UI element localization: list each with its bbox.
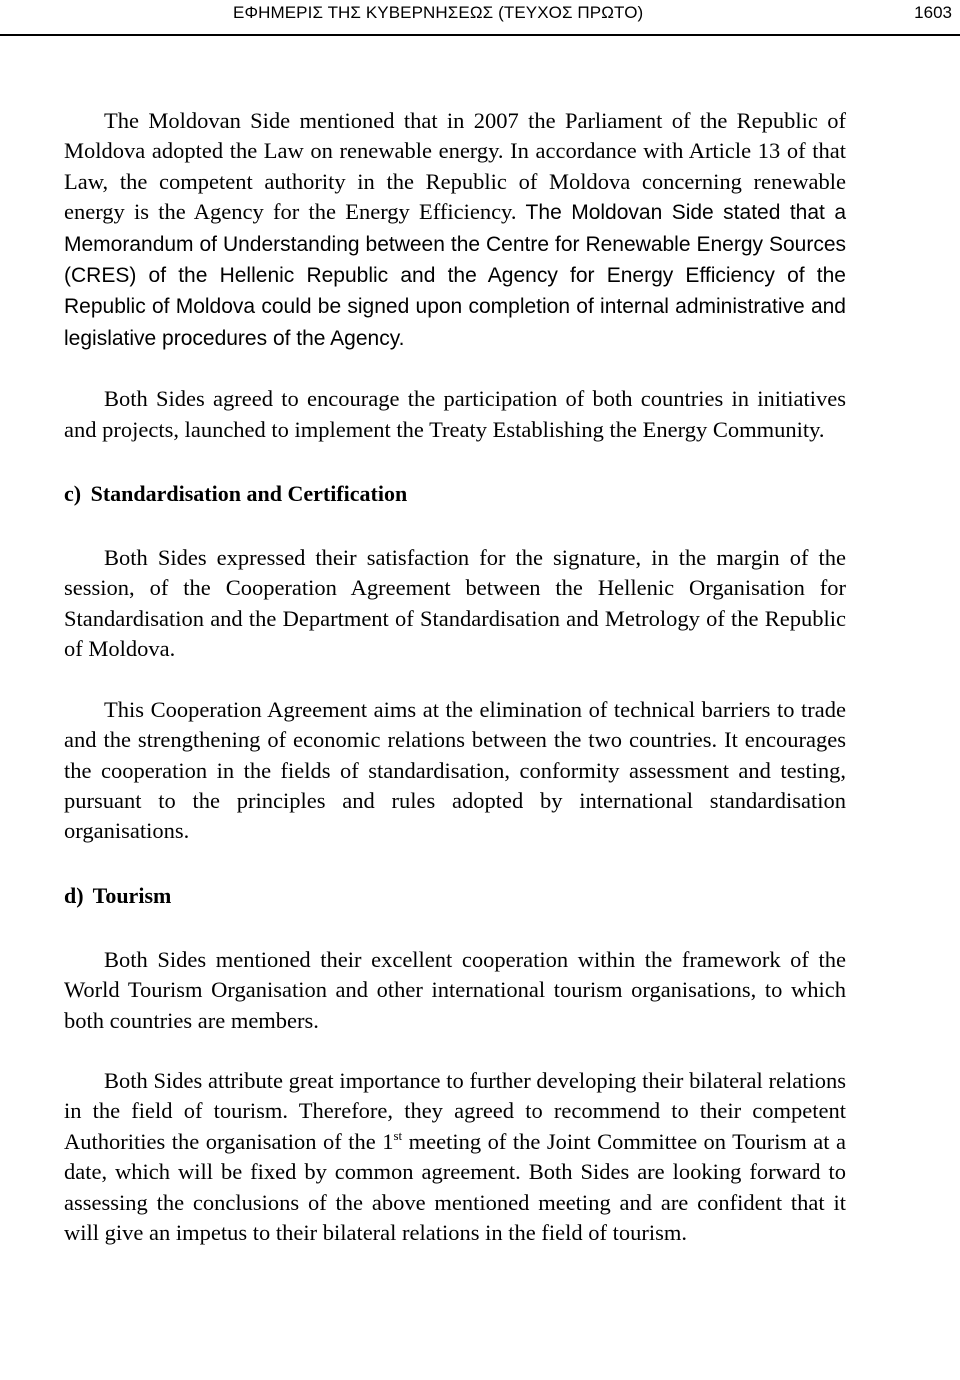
section-heading-standardisation xyxy=(64,479,846,509)
section-heading-tourism xyxy=(64,881,846,911)
paragraph-renewable-energy xyxy=(64,106,846,354)
page-header xyxy=(0,0,960,36)
paragraph-cooperation-agreement: Both Sides expressed their satisfaction for the signature, in the margin of the session, of the Cooperation Agreement between the Hellenic Organisation for Standardisation and the Department of Standardisation and Metrology of the Republic of Moldova. xyxy=(64,545,846,662)
section-label-d: d) xyxy=(64,882,84,908)
paragraph-renewable-energy-part1: The Moldovan Side mentioned that in 2007 the Parliament of the Republic of Moldova adopted the Law on renewable energy. In accordance with Article 13 of that Law, the competent authority in the Republic of Moldova concerning renewable energy is the Agency for the Energy Efficiency. xyxy=(64,108,846,225)
ordinal-superscript: st xyxy=(393,1127,403,1143)
gazette-title: ΕΦΗΜΕΡΙΣ ΤΗΣ ΚΥΒΕΡΝΗΣΕΩΣ (ΤΕΥΧΟΣ ΠΡΩΤΟ) xyxy=(233,3,644,22)
section-title-standardisation: Standardisation and Certification xyxy=(90,481,408,507)
paragraph-agreement-aims: This Cooperation Agreement aims at the elimination of technical barriers to trade and the strengthening of economic relations between the two countries. It encourages the cooperation in the fields of standardisation, conformity assessment and testing, pursuant to the principles and rules adopted by international standardisation organisations. xyxy=(64,696,846,844)
section-title-tourism: Tourism xyxy=(92,882,172,908)
section-label-c: c) xyxy=(64,481,82,507)
paragraph-tourism-relations-part2: meeting of the Joint Committee on Tourism at a date, which will be fixed by common agreement. Both Sides are looking forward to assessing the conclusions of the above mentioned meeting and are confident that it will give an impetus to their bilateral relations in the field of tourism. xyxy=(64,1128,847,1245)
paragraph-tourism-relations-part1: Both Sides attribute great importance to further developing their bilateral relations in the field of tourism. Therefore, they agreed to recommend to their competent Authorities the organisation of the 1 xyxy=(64,1067,846,1154)
paragraph-energy-community: Both Sides agreed to encourage the participation of both countries in initiatives and projects, launched to implement the Treaty Establishing the Energy Community. xyxy=(64,386,846,442)
paragraph-world-tourism: Both Sides mentioned their excellent cooperation within the framework of the World Tourism Organisation and other international tourism organisations, to which both countries are members. xyxy=(64,946,846,1033)
paragraph-tourism-relations xyxy=(64,1066,846,1248)
document-body xyxy=(64,106,846,1248)
page-number: 1603 xyxy=(914,3,952,22)
paragraph-renewable-energy-part2: The Moldovan Side stated that a Memorandum of Understanding between the Centre for Renewable Energy Sources (CRES) of the Hellenic Republic and the Agency for Energy Efficiency of the Republic of Moldova could be signed upon completion of internal administrative and legislative procedures of the Agency. xyxy=(64,201,847,350)
